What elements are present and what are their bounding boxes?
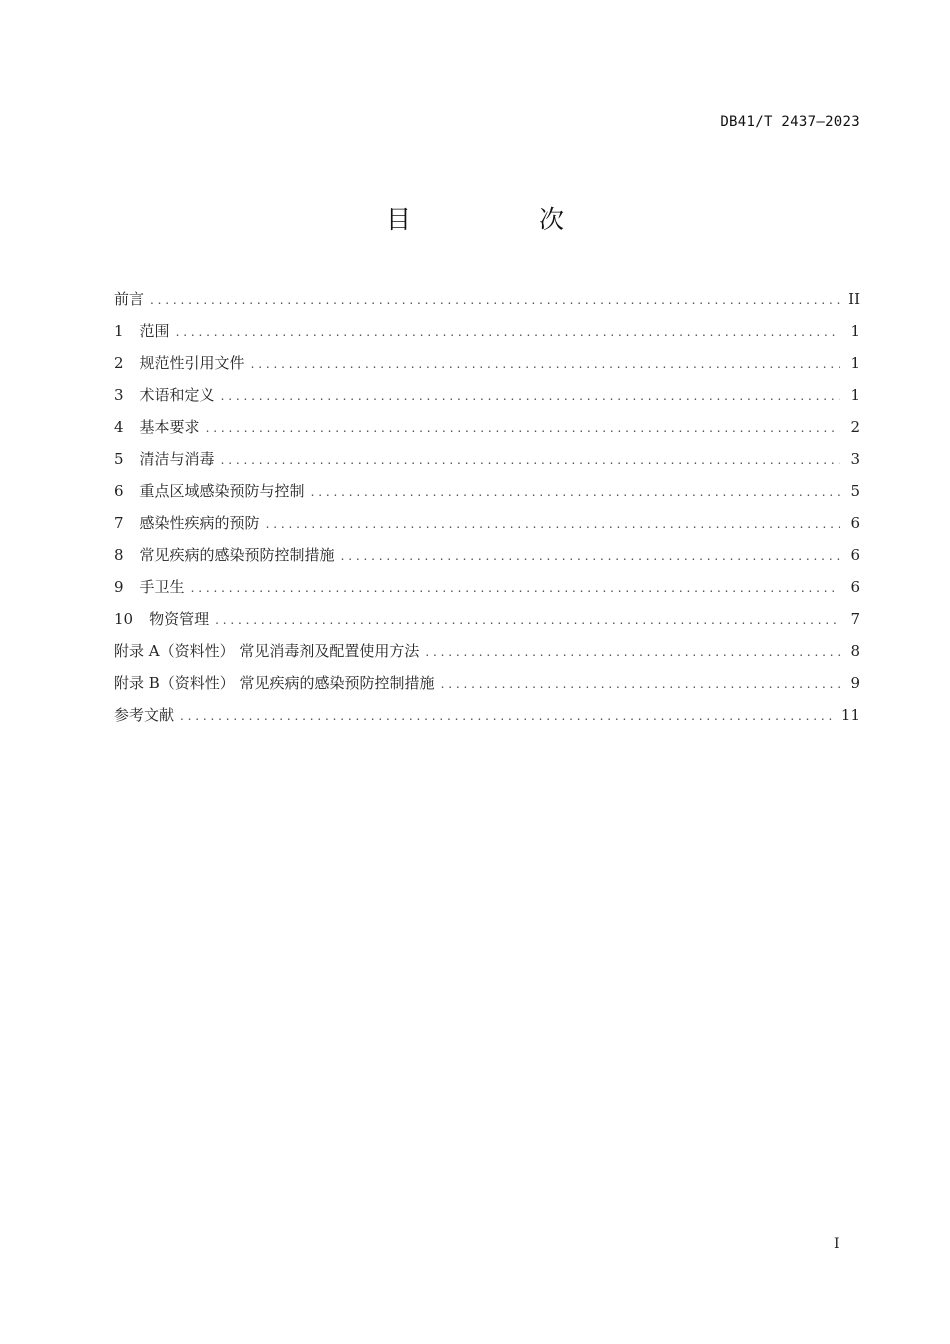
- toc-leader-dots: [206, 416, 840, 440]
- toc-leader-dots: [341, 544, 840, 568]
- toc-item-label: 感染性疾病的预防: [139, 514, 260, 532]
- toc-item-number: 3: [114, 386, 124, 404]
- toc-item-scope[interactable]: [114, 319, 860, 351]
- toc-item-basic-requirements[interactable]: [114, 415, 860, 447]
- page-number: I: [834, 1236, 840, 1252]
- toc-item-label: 附录 B（资料性） 常见疾病的感染预防控制措施: [114, 674, 435, 692]
- toc-item-label: 范围: [139, 322, 170, 340]
- toc-leader-dots: [215, 608, 840, 632]
- toc-item-normative-references[interactable]: [114, 351, 860, 383]
- toc-item-page: 6: [850, 546, 860, 564]
- toc-item-label: 常见疾病的感染预防控制措施: [139, 546, 335, 564]
- toc-item-label: 手卫生: [139, 578, 185, 596]
- toc-item-page: II: [848, 290, 860, 308]
- toc-item-appendix-a[interactable]: [114, 639, 860, 671]
- toc-item-label: 前言: [114, 290, 145, 308]
- toc-item-label: 重点区域感染预防与控制: [139, 482, 305, 500]
- toc-item-number: 5: [114, 450, 124, 468]
- standard-code: DB41/T 2437—2023: [720, 114, 860, 130]
- toc-item-common-disease-measures[interactable]: [114, 543, 860, 575]
- toc-item-page: 6: [850, 514, 860, 532]
- toc-item-appendix-b[interactable]: [114, 671, 860, 703]
- toc-item-materials-management[interactable]: [114, 607, 860, 639]
- toc-leader-dots: [266, 512, 840, 536]
- toc-item-label: 参考文献: [114, 706, 175, 724]
- toc-item-number: 4: [114, 418, 124, 436]
- toc-item-infectious-disease-prevention[interactable]: [114, 511, 860, 543]
- toc-item-number: 2: [114, 354, 124, 372]
- toc-item-number: 1: [114, 322, 124, 340]
- toc-leader-dots: [441, 672, 840, 696]
- toc-item-page: 1: [850, 354, 860, 372]
- toc-item-terms-definitions[interactable]: [114, 383, 860, 415]
- toc-item-page: 8: [850, 642, 860, 660]
- toc-leader-dots: [221, 448, 840, 472]
- toc-leader-dots: [221, 384, 840, 408]
- table-of-contents: [114, 287, 860, 735]
- toc-leader-dots: [176, 320, 840, 344]
- toc-item-hand-hygiene[interactable]: [114, 575, 860, 607]
- toc-item-label: 基本要求: [139, 418, 200, 436]
- toc-item-page: 11: [840, 706, 860, 724]
- toc-item-page: 5: [850, 482, 860, 500]
- toc-item-label: 规范性引用文件: [139, 354, 245, 372]
- toc-item-number: 9: [114, 578, 124, 596]
- toc-leader-dots: [180, 704, 835, 728]
- toc-item-bibliography[interactable]: [114, 703, 860, 735]
- toc-leader-dots: [191, 576, 840, 600]
- toc-item-number: 8: [114, 546, 124, 564]
- toc-item-number: 7: [114, 514, 124, 532]
- toc-leader-dots: [311, 480, 840, 504]
- toc-item-label: 附录 A（资料性） 常见消毒剂及配置使用方法: [114, 642, 420, 660]
- toc-item-preface[interactable]: [114, 287, 860, 319]
- toc-item-label: 物资管理: [149, 610, 210, 628]
- toc-item-label: 术语和定义: [139, 386, 215, 404]
- toc-item-number: 10: [114, 610, 134, 628]
- toc-item-page: 1: [850, 386, 860, 404]
- toc-item-key-areas[interactable]: [114, 479, 860, 511]
- toc-item-page: 3: [850, 450, 860, 468]
- toc-item-page: 6: [850, 578, 860, 596]
- toc-leader-dots: [251, 352, 840, 376]
- toc-item-page: 7: [850, 610, 860, 628]
- page-title: 目 次: [386, 205, 624, 234]
- toc-item-page: 2: [850, 418, 860, 436]
- toc-item-cleaning-disinfection[interactable]: [114, 447, 860, 479]
- toc-item-page: 9: [850, 674, 860, 692]
- toc-item-number: 6: [114, 482, 124, 500]
- toc-item-label: 清洁与消毒: [139, 450, 215, 468]
- toc-item-page: 1: [850, 322, 860, 340]
- toc-leader-dots: [425, 640, 840, 664]
- toc-leader-dots: [150, 288, 840, 312]
